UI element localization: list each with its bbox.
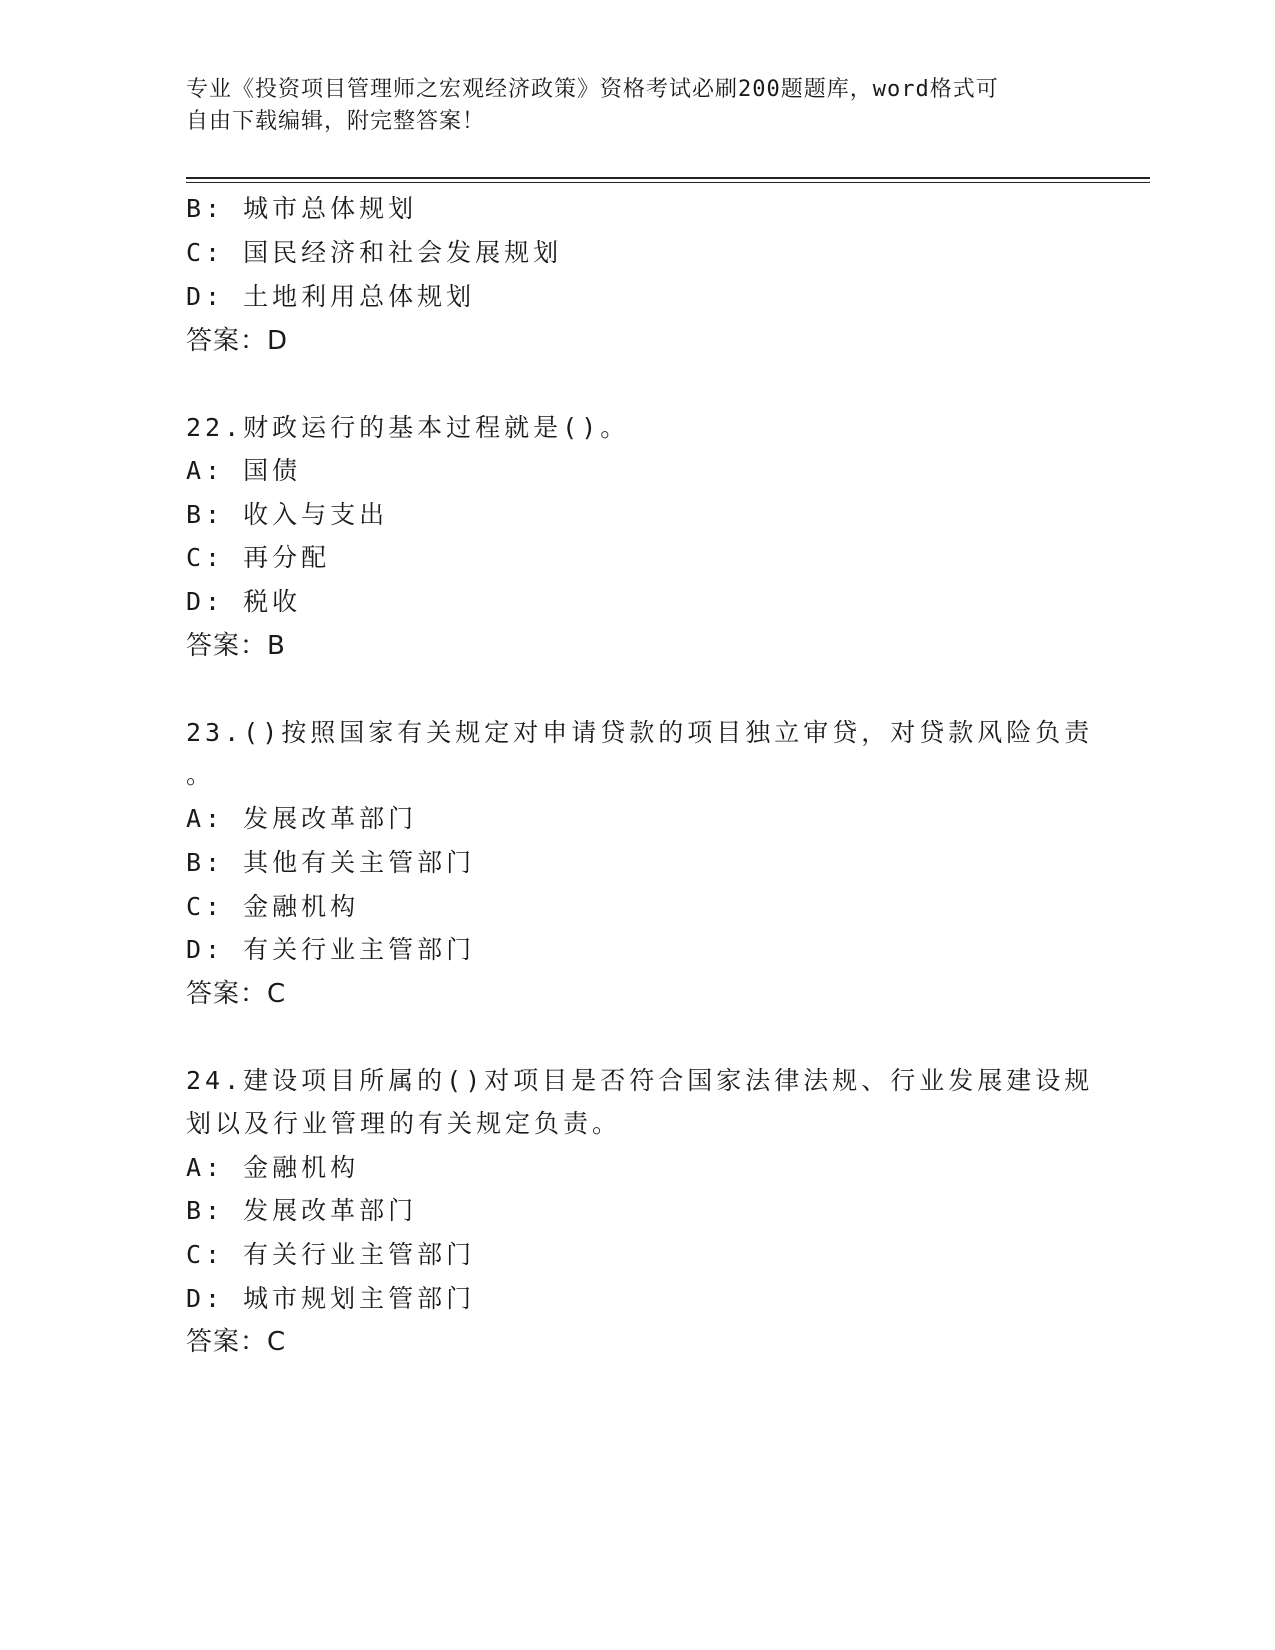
q23-option-b: B: 其他有关主管部门 [186,848,476,877]
q23-option-d: D: 有关行业主管部门 [186,935,476,964]
header-divider-thick [186,177,1150,179]
q21-option-b: B: 城市总体规划 [186,194,418,223]
q23-stem-line-2: 。 [186,760,216,789]
q22-option-a: A: 国债 [186,456,302,485]
q24-option-b: B: 发展改革部门 [186,1196,418,1225]
q21-option-c: C: 国民经济和社会发展规划 [186,238,563,267]
header-title-line-1: 专业《投资项目管理师之宏观经济政策》资格考试必刷200题题库，word格式可 [186,77,999,102]
q24-option-d: D: 城市规划主管部门 [186,1284,476,1313]
q24-option-a: A: 金融机构 [186,1153,360,1182]
q22-answer: 答案：B [186,631,286,661]
q23-stem-line-1: 23.()按照国家有关规定对申请贷款的项目独立审贷，对贷款风险负责 [186,718,1094,747]
document-header [186,74,1066,138]
q24-stem-line-1: 24.建设项目所属的()对项目是否符合国家法律法规、行业发展建设规 [186,1066,1094,1095]
q22-stem: 22.财政运行的基本过程就是()。 [186,413,630,442]
q22-option-d: D: 税收 [186,587,302,616]
header-title-line-2: 自由下载编辑，附完整答案！ [186,109,486,134]
q23-option-c: C: 金融机构 [186,892,360,921]
q22-option-b: B: 收入与支出 [186,500,389,529]
header-divider-thin [186,182,1150,183]
q21-option-d: D: 土地利用总体规划 [186,282,476,311]
q24-stem-line-2: 划以及行业管理的有关规定负责。 [186,1109,622,1138]
q22-option-c: C: 再分配 [186,543,331,572]
q21-answer: 答案：D [186,326,289,356]
q23-answer: 答案：C [186,979,287,1009]
q24-answer: 答案：C [186,1327,287,1357]
q23-option-a: A: 发展改革部门 [186,804,418,833]
q24-option-c: C: 有关行业主管部门 [186,1240,476,1269]
